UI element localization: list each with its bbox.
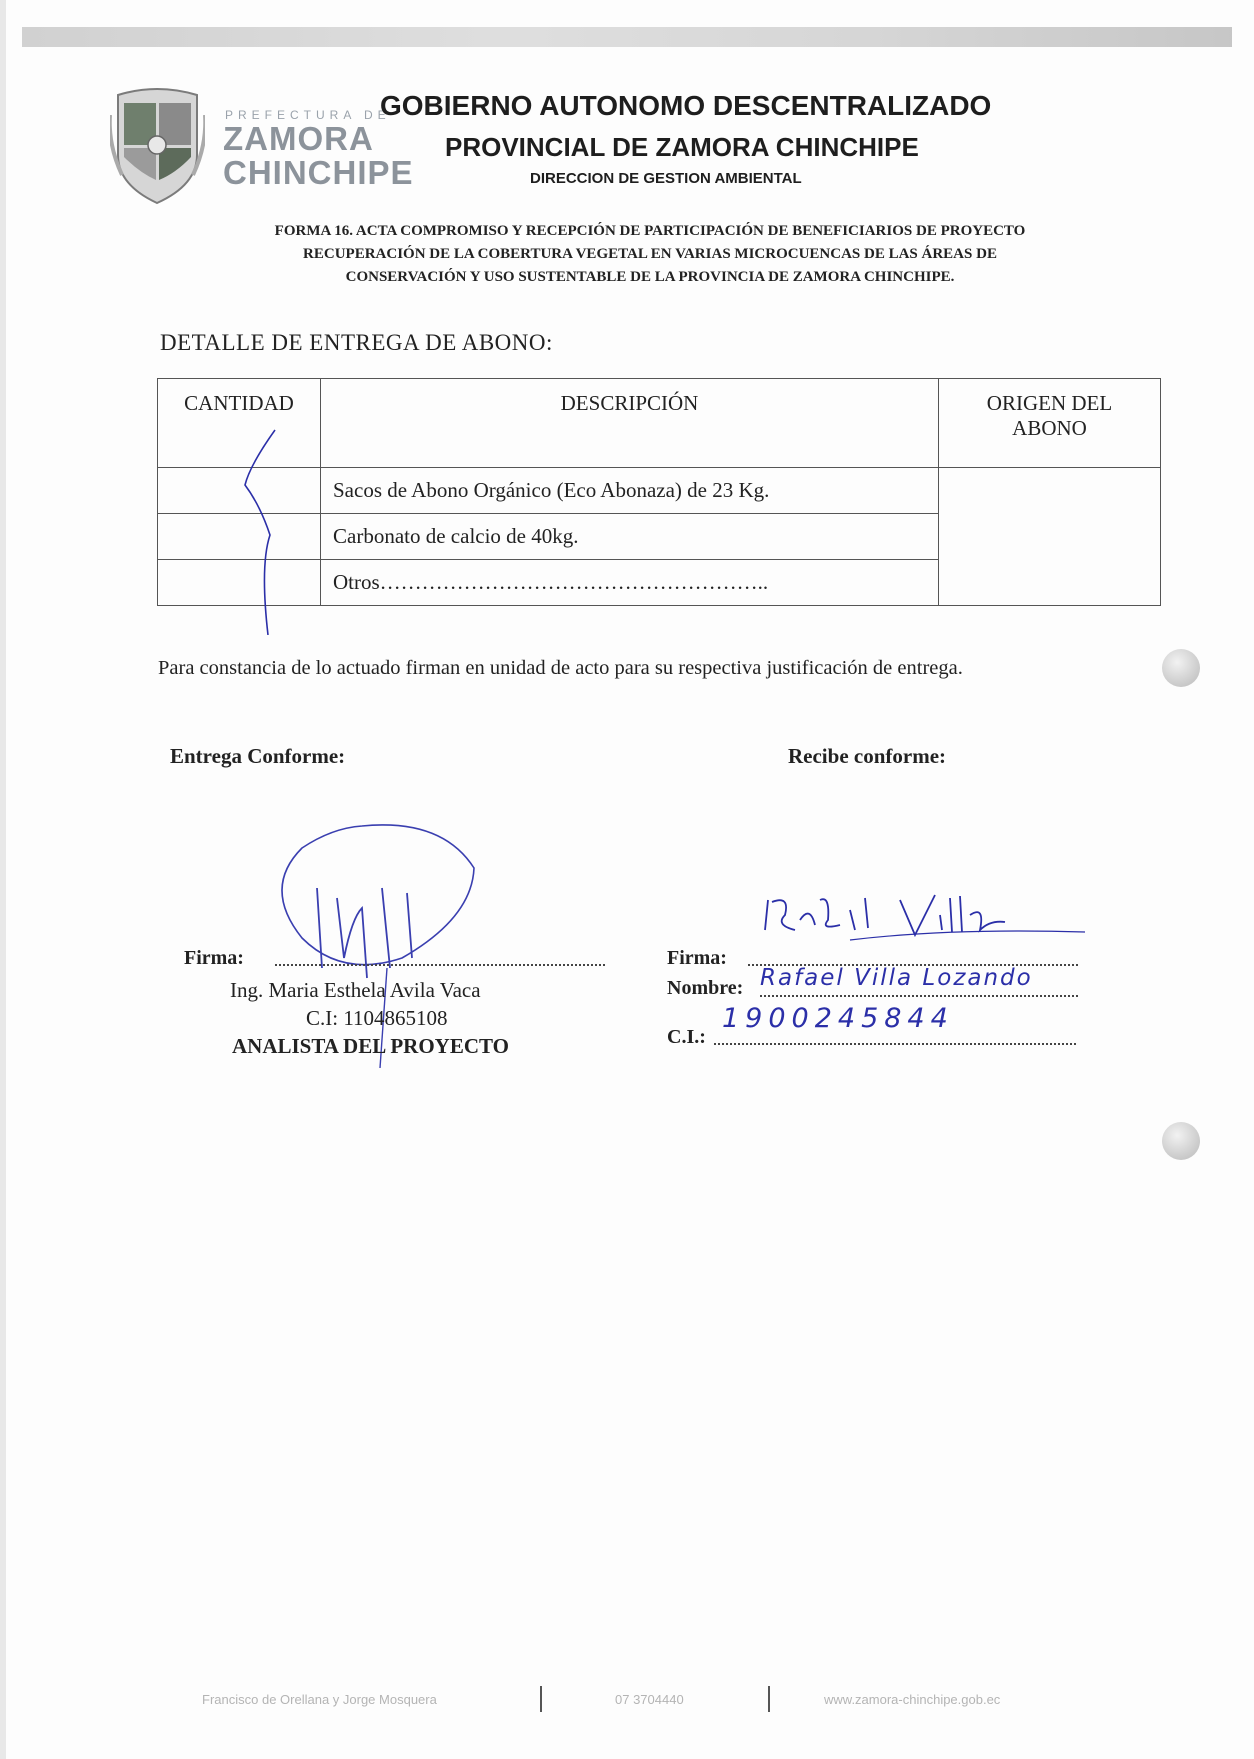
header-origen-line-1: ORIGEN DEL <box>986 391 1113 415</box>
header-descripcion: DESCRIPCIÓN <box>321 379 939 468</box>
entrega-signature-line <box>275 964 605 966</box>
gob-title-line-3: DIRECCION DE GESTION AMBIENTAL <box>530 170 802 187</box>
entrega-firma-label: Firma: <box>184 947 244 969</box>
footer-separator <box>768 1686 770 1712</box>
recibe-handwritten-signature <box>750 890 1090 960</box>
statement-text: Para constancia de lo actuado firman en unidad de acto para su respectiva justificación de entrega. <box>158 657 963 679</box>
recibe-firma-label: Firma: <box>667 947 727 969</box>
scan-edge <box>0 0 6 1759</box>
footer-website: www.zamora-chinchipe.gob.ec <box>824 1692 1001 1707</box>
prefectura-name <box>223 122 414 190</box>
prefectura-line-1: ZAMORA <box>223 120 374 157</box>
header-cantidad: CANTIDAD <box>158 379 321 468</box>
entrega-name: Ing. Maria Esthela Avila Vaca <box>230 978 481 1002</box>
delivery-table <box>157 378 1161 606</box>
punch-hole <box>1162 1122 1200 1160</box>
gob-title-line-2: PROVINCIAL DE ZAMORA CHINCHIPE <box>445 132 919 162</box>
prefectura-crest-logo <box>110 85 205 205</box>
footer-phone: 07 3704440 <box>615 1692 684 1707</box>
entrega-ci: C.I: 1104865108 <box>306 1006 448 1030</box>
cell-origen <box>939 468 1161 606</box>
form-title-line-2: RECUPERACIÓN DE LA COBERTURA VEGETAL EN VARIAS MICROCUENCAS DE LAS ÁREAS DE <box>303 246 997 262</box>
footer-separator <box>540 1686 542 1712</box>
recibe-handwritten-ci: 1900245844 <box>722 1003 954 1034</box>
cell-descripcion: Carbonato de calcio de 40kg. <box>321 514 939 560</box>
form-title-line-1: FORMA 16. ACTA COMPROMISO Y RECEPCIÓN DE PARTICIPACIÓN DE BENEFICIARIOS DE PROYECTO <box>274 223 1026 239</box>
cell-descripcion: Sacos de Abono Orgánico (Eco Abonaza) de 23 Kg. <box>321 468 939 514</box>
cell-descripcion: Otros……………………………………………….. <box>321 560 939 606</box>
recibe-name-line <box>760 995 1078 997</box>
table-header-row <box>158 379 1161 468</box>
handwritten-brace-mark <box>230 425 290 635</box>
form-title-line-3: CONSERVACIÓN Y USO SUSTENTABLE DE LA PROVINCIA DE ZAMORA CHINCHIPE. <box>345 269 955 285</box>
punch-hole <box>1162 649 1200 687</box>
recibe-nombre-label: Nombre: <box>667 977 744 999</box>
form-title <box>160 220 1140 289</box>
entrega-heading: Entrega Conforme: <box>170 744 346 768</box>
footer-address: Francisco de Orellana y Jorge Mosquera <box>202 1692 437 1707</box>
prefectura-line-2: CHINCHIPE <box>223 154 414 191</box>
gob-title-line-1: GOBIERNO AUTONOMO DESCENTRALIZADO <box>380 90 992 121</box>
header-origen-line-2: ABONO <box>1012 416 1087 440</box>
scan-top-band <box>22 27 1232 47</box>
prefectura-label-small: PREFECTURA DE <box>225 108 391 122</box>
header-origen <box>939 379 1161 468</box>
section-heading: DETALLE DE ENTREGA DE ABONO: <box>160 330 553 355</box>
entrega-role: ANALISTA DEL PROYECTO <box>232 1034 509 1058</box>
table-row <box>158 468 1161 514</box>
recibe-ci-line <box>714 1043 1076 1045</box>
recibe-ci-label: C.I.: <box>667 1026 706 1048</box>
recibe-heading: Recibe conforme: <box>788 744 947 768</box>
recibe-handwritten-name: Rafael Villa Lozando <box>760 965 1033 991</box>
